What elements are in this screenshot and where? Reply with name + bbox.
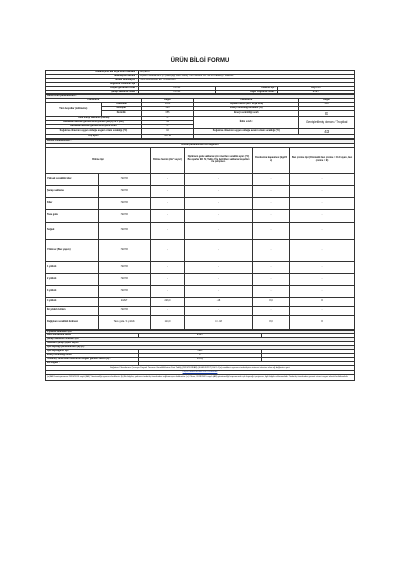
light-class-value: F	[138, 353, 262, 357]
col-compartment-volume: Bölme hacmi (dm³ veya l)	[151, 147, 185, 173]
other-device-label: Diğer soğutma cihazı :	[215, 90, 277, 94]
compartment-row-exists: HAYIR	[98, 222, 151, 239]
model-label: Model tanımlayıcı :	[46, 78, 139, 82]
dimensions-label: Tüm boyutlar (milimetre)	[46, 103, 102, 117]
compartment-row-name: 1 yıldızlı	[46, 261, 99, 273]
supplier-name-value: ARÇELİK	[138, 71, 354, 75]
compartment-row-exists: HAYIR	[98, 173, 151, 185]
fast-freeze-label: Hızlı dondurma tesisi	[46, 334, 139, 338]
compartment-row-vol: -	[151, 261, 185, 273]
compartment-row-freeze: -	[252, 239, 289, 261]
compartment-row-vol: -	[151, 273, 185, 285]
compartment-row-defrost: -	[290, 239, 355, 261]
light-type-label: Işık kaynağının tipi	[46, 350, 139, 354]
four-star-header: 4 yıldızlı bölmeler için	[46, 330, 355, 334]
total-volume-label: Toplam hacim (dm³ veya litre)	[194, 103, 299, 107]
low-noise-value: HAYIR	[138, 86, 215, 90]
compartment-row-exists: Taze gıda / 4 yıldızlı	[98, 315, 151, 329]
compartment-row-temp: -	[185, 239, 253, 261]
noise-label: Havadaki akustik gürültü emisyonları [dB(A) re 1 pW]	[46, 120, 142, 124]
design-type-label: Tasarım tipi :	[215, 86, 277, 90]
compartment-row-vol: -	[151, 222, 185, 239]
compartment-row-name: İki yıldızlı bölüm	[46, 306, 99, 315]
compartment-row-exists: HAYIR	[98, 197, 151, 209]
compartment-row-temp: -	[185, 209, 253, 222]
compartment-row-freeze: -	[252, 273, 289, 285]
compartment-row-exists: HAYIR	[98, 273, 151, 285]
eec-label: Enerji verimliliği sınıfı	[194, 111, 299, 117]
col-defrost-type: Buz çözme tipi (Otomatik buz çözme = O-O ayarı, buz çözme = E)	[290, 147, 355, 173]
compartment-row-name: Değişken sıcaklıklı bölmesi	[46, 315, 99, 329]
compartment-row-freeze: -	[252, 197, 289, 209]
compartment-row-defrost: O	[290, 297, 355, 306]
wine-bottles-label: Standart şarap şişesi sayısı	[46, 342, 355, 346]
compartment-row-freeze: -	[252, 222, 289, 239]
light-class-label: Enerji verimliliği sınıfı	[46, 353, 139, 357]
compartment-row-freeze: 8,0	[252, 315, 289, 329]
eei-label: Enerji verimliliği endeksi (%)	[194, 107, 299, 111]
compartment-row-temp: -	[185, 285, 253, 297]
compartment-row-vol: -	[151, 209, 185, 222]
col-compartment-type: Bölme tipi	[46, 147, 151, 173]
aec-value: C	[141, 117, 194, 121]
compartment-row-defrost: -	[290, 173, 355, 185]
compartment-row-exists: HAYIR	[98, 209, 151, 222]
compartment-row-vol: -	[151, 173, 185, 185]
compartment-row-name: Şarap saklama	[46, 185, 99, 197]
compartment-row-temp: -	[185, 306, 253, 315]
compartment-row-defrost: -	[290, 185, 355, 197]
supplier-name-label: Tedarikçinin adı veya ticari markası :	[46, 71, 139, 75]
compartment-row-vol: -	[151, 185, 185, 197]
wine-device-label: Şarap saklama cihazı :	[46, 90, 139, 94]
wine-device-value: HAYIR	[138, 90, 215, 94]
col-param-2: Parametre	[194, 99, 299, 103]
compartment-row-vol: -	[151, 285, 185, 297]
col-recommended-temp: Optimum gıda saklama için önerilen sıcaklık ayarı (°C) Bu ayarlar EK IV, Tablo 3'te belirtilen saklama koşulları ile çelişmez.	[185, 147, 253, 173]
light-header: Işık kaynağı parametreleri (a) (b) :	[46, 346, 355, 350]
compartment-row-name: 2 yıldızlı	[46, 273, 99, 285]
compartment-row-vol: 114,0	[151, 315, 185, 329]
col-value-2: Değer	[299, 99, 355, 103]
compartment-row-temp: -18	[185, 297, 253, 306]
compartment-row-freeze: -	[252, 285, 289, 297]
compartment-row-name: Yüksek sıcaklıklı kiler	[46, 173, 99, 185]
compartment-row-defrost: -	[290, 261, 355, 273]
compartment-row-freeze: -	[252, 185, 289, 197]
depth-label: Derinlik	[101, 111, 141, 117]
compartment-row-freeze: 8,0	[252, 297, 289, 306]
col-param-1: Parametre	[46, 99, 142, 103]
max-temp-value: 43	[299, 128, 355, 134]
climate-value: Genişletilmiş ılıman / Tropikal	[299, 117, 355, 129]
noise-class-value: C	[141, 124, 194, 128]
compartment-row-vol: -	[151, 239, 185, 261]
compartment-row-defrost: O	[290, 315, 355, 329]
compartment-row-temp: -	[185, 197, 253, 209]
width-label: Genişlik	[101, 107, 141, 111]
compartment-row-defrost: -	[290, 209, 355, 222]
compartment-row-temp: -	[185, 222, 253, 239]
guarantee-value: 24 Ay	[138, 357, 262, 361]
min-temp-value: 10	[141, 128, 194, 134]
max-temp-label: Soğutma cihazının uygun olduğu azami ortam sıcaklığı (°C)	[194, 128, 299, 134]
supplier-address-label: Tedarikçinin adresi :	[46, 74, 139, 78]
compartment-row-vol: -	[151, 197, 185, 209]
compartment-row-exists: HAYIR	[98, 285, 151, 297]
compartment-row-exists: HAYIR	[98, 306, 151, 315]
supplier-table	[45, 70, 355, 94]
compartment-subheader: Bölme parametreleri ve değerleri	[46, 143, 355, 147]
col-value-1: Değer	[141, 99, 194, 103]
eec-value: E	[299, 111, 355, 117]
footnote-link-intro: Soğutma Cihazlarının Çevreye Duyarlı Tasarım Gerekliliklerine Dair Tebliğ (2019/2019/AB) (SGM-2021/7) Ek II 4 (a) maddesi uyarınca tedarikçinin internet sitesine olan ağ bağlantısı yeri:	[46, 365, 355, 371]
form-title: ÜRÜN BİLGİ FORMU	[170, 58, 230, 64]
device-type-label: Soğutma cihazının tipi :	[46, 82, 139, 86]
guarantee-label: Tedarikçi tarafından belirlenen asgari garanti süresi (b) :	[46, 357, 139, 361]
depth-value: 655	[141, 111, 194, 117]
climate-label: İklim sınıfı :	[194, 117, 299, 129]
compartment-row-name: Yıldızsız (Buz yapıcı)	[46, 239, 99, 261]
product-info-form	[45, 58, 355, 381]
compartment-row-name: 3 yıldızlı	[46, 285, 99, 297]
low-noise-label: Düşük gürültülü cihaz :	[46, 86, 139, 90]
compartment-row-freeze: -	[252, 261, 289, 273]
winter-label: Kış ayarı	[46, 134, 142, 138]
model-value: 7081 Multifresher EX T.F9N2011X	[138, 78, 354, 82]
compartment-row-temp: -	[185, 261, 253, 273]
general-params-table	[45, 94, 355, 138]
compartment-row-vol: 226,0	[151, 297, 185, 306]
compartment-row-exists: HAYIR	[98, 185, 151, 197]
compartment-row-name: 4 yıldızlı	[46, 297, 99, 306]
extra-info-label: Ek bilgiler :	[46, 361, 139, 365]
supplier-address-value: Arçelik Pazarlama A.Ş. Çalkoçağı Mah. Alibey Yolu Sütlüce Cd. No:19 Kadıköy / İstanbul	[138, 74, 354, 78]
wine-header: Şarap saklama cihazları için	[46, 338, 355, 342]
compartment-row-defrost: -	[290, 306, 355, 315]
compartment-row-defrost: -	[290, 197, 355, 209]
compartment-row-exists: EVET	[98, 297, 151, 306]
general-header: Genel ürün parametreleri :	[46, 95, 355, 99]
compartment-row-freeze: -	[252, 209, 289, 222]
compartment-row-temp: 4 / -18	[185, 315, 253, 329]
aec-label: Yıllık enerji tüketimi (kWh/a)	[46, 117, 142, 121]
compartment-row-defrost: -	[290, 222, 355, 239]
compartment-row-freeze: -	[252, 306, 289, 315]
compartment-table	[45, 139, 355, 330]
light-type-value: LED	[138, 350, 262, 354]
compartment-row-name: Taze gıda	[46, 209, 99, 222]
bottom-table	[45, 330, 355, 381]
compartment-row-temp: -	[185, 185, 253, 197]
compartment-row-exists: HAYIR	[98, 239, 151, 261]
other-device-value: EVET	[277, 90, 354, 94]
compartment-header: Bölme Parametreleri :	[46, 139, 355, 143]
footnote-notes: (a) AB Komisyonunun 2019/2015 sayılı (AB) Yönetmeliği uyarınca belirlenir. (b) Bu bilgiler, yalnızca tedarikçi tarafından sağlanmışsa doldurulur. (c) Cihaz, 2019/2015 sayılı (AB) yönetmeliği kapsamında ışık kaynağı içeriyorsa, ilgili bilgiler eklenmelidir. Tedarikçi tarafından garanti süresi asgari olarak belirtilmelidir.	[46, 375, 355, 381]
compartment-row-freeze: -	[252, 173, 289, 185]
compartment-row-defrost: -	[290, 273, 355, 285]
compartment-row-name: Kiler	[46, 197, 99, 209]
compartment-row-defrost: -	[290, 285, 355, 297]
noise-class-label: Havadaki akustik gürültü emisyonu sınıfı	[46, 124, 142, 128]
compartment-row-temp: -	[185, 173, 253, 185]
width-value: 595	[141, 107, 194, 111]
winter-value: HAYIR	[141, 134, 194, 138]
min-temp-label: Soğutma cihazının uygun olduğu asgari ortam sıcaklığı (°C)	[46, 128, 142, 134]
support-link[interactable]: https://www.arcelik.com.tr/destek	[46, 371, 355, 375]
total-volume-value: 240	[299, 103, 355, 107]
compartment-row-name: Soğuk	[46, 222, 99, 239]
compartment-row-temp: -	[185, 273, 253, 285]
height-label: Yükseklik	[101, 103, 141, 107]
compartment-row-exists: HAYIR	[98, 261, 151, 273]
compartment-row-vol: -	[151, 306, 185, 315]
noise-value: 39	[141, 120, 194, 124]
design-type-value: Bağımsız	[277, 86, 354, 90]
col-freezing-capacity: Dondurma kapasitesi (kg/24 s)	[252, 147, 289, 173]
height-value: 1850	[141, 103, 194, 107]
fast-freeze-value: EVET	[138, 334, 262, 338]
